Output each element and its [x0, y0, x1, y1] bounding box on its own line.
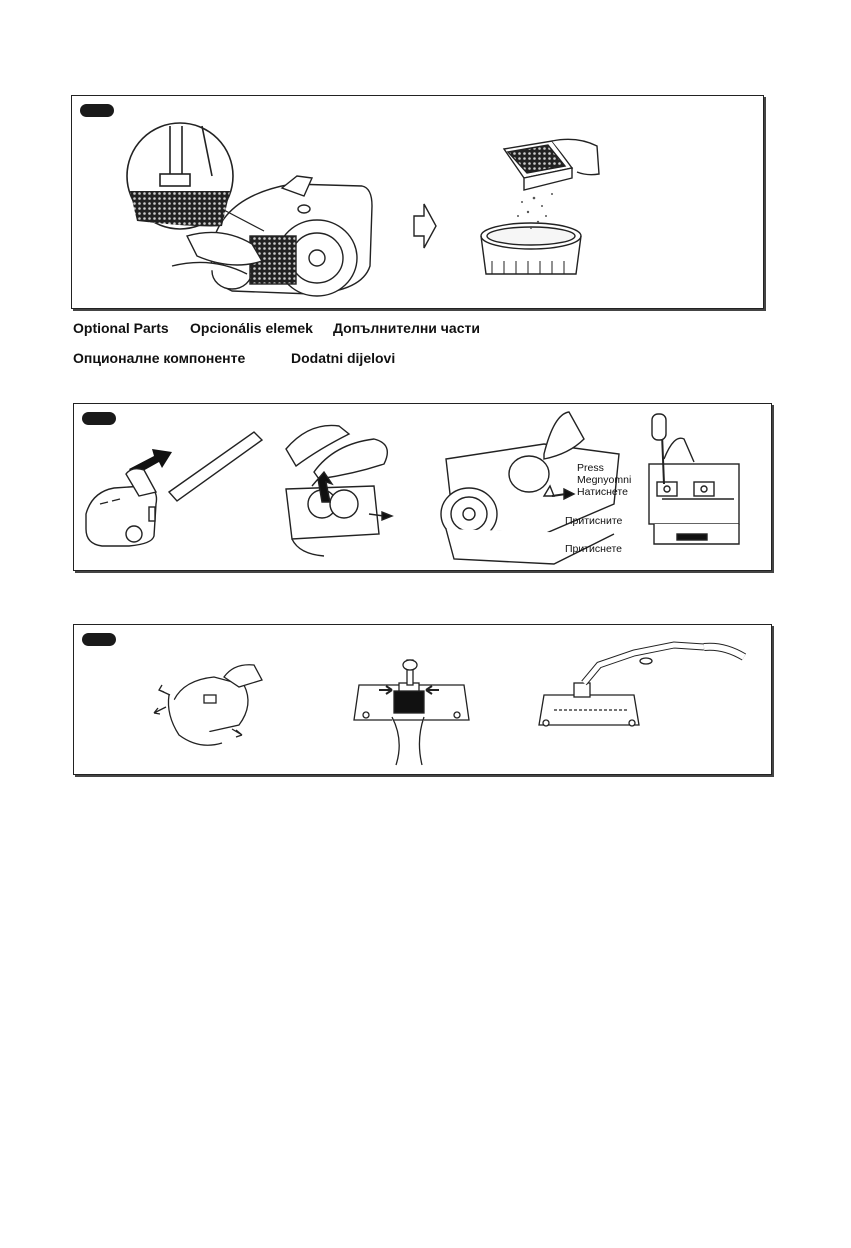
push-arrow-icon — [382, 512, 392, 520]
brush-hose-image — [539, 645, 744, 726]
brush-bottom-screwdriver-image — [649, 414, 739, 544]
floor-brush-illustration — [74, 625, 771, 774]
filter-cleaning-panel — [71, 95, 764, 309]
heading-opcionalne-komponente: Опционалне компоненте — [73, 350, 246, 366]
brush-squeeze-image — [354, 660, 469, 765]
press-label-bg: Натиснете — [577, 486, 628, 498]
brush-open-image — [286, 425, 392, 556]
filter-emptying-image — [481, 139, 599, 274]
brush-hand-image — [154, 665, 262, 745]
floor-brush-panel — [73, 624, 772, 775]
turbo-brush-image — [86, 469, 157, 546]
heading-dodatni-dijelovi: Dodatni dijelovi — [291, 350, 396, 366]
press-label-hr: Притиснете — [565, 543, 622, 555]
heading-optional-parts: Optional Parts — [73, 320, 169, 336]
press-label-hu: Megnyomni — [577, 474, 632, 486]
press-label-en: Press — [577, 462, 604, 474]
press-label-sr: Притисните — [565, 515, 623, 527]
heading-dopalnitelni-chasti: Допълнителни части — [333, 320, 480, 336]
filter-cleaning-illustration — [72, 96, 763, 308]
turbo-brush-panel — [73, 403, 772, 571]
turbo-brush-illustration — [74, 404, 771, 570]
heading-opcionalis-elemek: Opcionális elemek — [190, 320, 313, 336]
right-arrow-icon — [414, 204, 436, 248]
